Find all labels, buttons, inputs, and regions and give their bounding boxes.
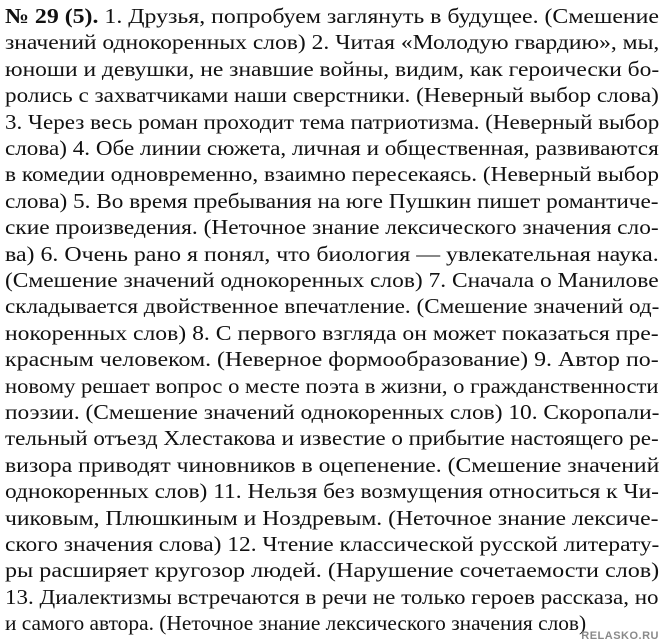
text-line-12: складывается двойственное впечатление. (Смешение значений од- — [5, 294, 660, 319]
text-line-19: однокоренных слов) 11. Нельзя без возмущения относиться к Чи- — [5, 479, 659, 504]
text-line-7: в комедии одновременно, взаимно пересекаясь. (Неверный выбор — [5, 162, 659, 187]
text-line-20: чиковым, Плюшкиным и Ноздревым. (Неточное знание лексиче- — [5, 505, 659, 530]
text-line-9: ские произведения. (Неточное знание лексического значения сло- — [5, 215, 659, 240]
text-line-16: поэзии. (Смешение значений однокоренных слов) 10. Скоропали- — [5, 400, 660, 424]
text-line-1-body: 1. Друзья, попробуем заглянуть в будущее. (Смешение — [104, 4, 659, 28]
text-line-14: красным человеком. (Неверное формообразование) 9. Автор по- — [5, 347, 659, 372]
text-line-5: 3. Через весь роман проходит тема патриотизма. (Неверный выбор — [5, 109, 660, 134]
text-line-3: юноши и девушки, не знавшие войны, видим, как героически бо- — [5, 56, 660, 81]
text-line-17: тельный отъезд Хлестакова и известие о прибытие настоящего ре- — [5, 426, 659, 451]
exercise-number: № 29 (5). — [5, 4, 99, 28]
text-line-1 — [5, 4, 659, 28]
text-line-22: ры расширяет кругозор людей. (Нарушение сочетаемости слов) — [5, 558, 660, 583]
exercise-text-block — [5, 0, 659, 643]
text-line-24: и самого автора. (Неточное знание лексического значения слов) — [5, 611, 587, 636]
text-line-23: 13. Диалектизмы встречаются в речи не только героев рассказа, но — [5, 584, 659, 609]
text-line-4: ролись с захватчиками наши сверстники. (Неверный выбор слова) — [5, 83, 659, 108]
site-watermark: RELASKO.RU — [581, 630, 659, 642]
text-line-10: ва) 6. Очень рано я понял, что биология — увлекательная наука. — [5, 241, 659, 266]
text-line-21: ского значения слова) 12. Чтение классической русской литерату- — [5, 532, 660, 556]
text-line-8: слова) 5. Во время пребывания на юге Пушкин пишет романтиче- — [5, 188, 659, 213]
text-line-15: новому решает вопрос о месте поэта в жизни, о гражданственности — [5, 373, 659, 398]
text-line-13: нокоренных слов) 8. С первого взгляда он может показаться пре- — [5, 320, 659, 345]
text-line-2: значений однокоренных слов) 2. Читая «Молодую гвардию», мы, — [5, 30, 660, 55]
text-line-6: слова) 4. Обе линии сюжета, личная и общественная, развиваются — [5, 136, 659, 160]
text-line-11: (Смешение значений однокоренных слов) 7. Сначала о Манилове — [5, 268, 659, 292]
text-line-18: визора приводят чиновников в оцепенение. (Смешение значений — [5, 452, 660, 477]
